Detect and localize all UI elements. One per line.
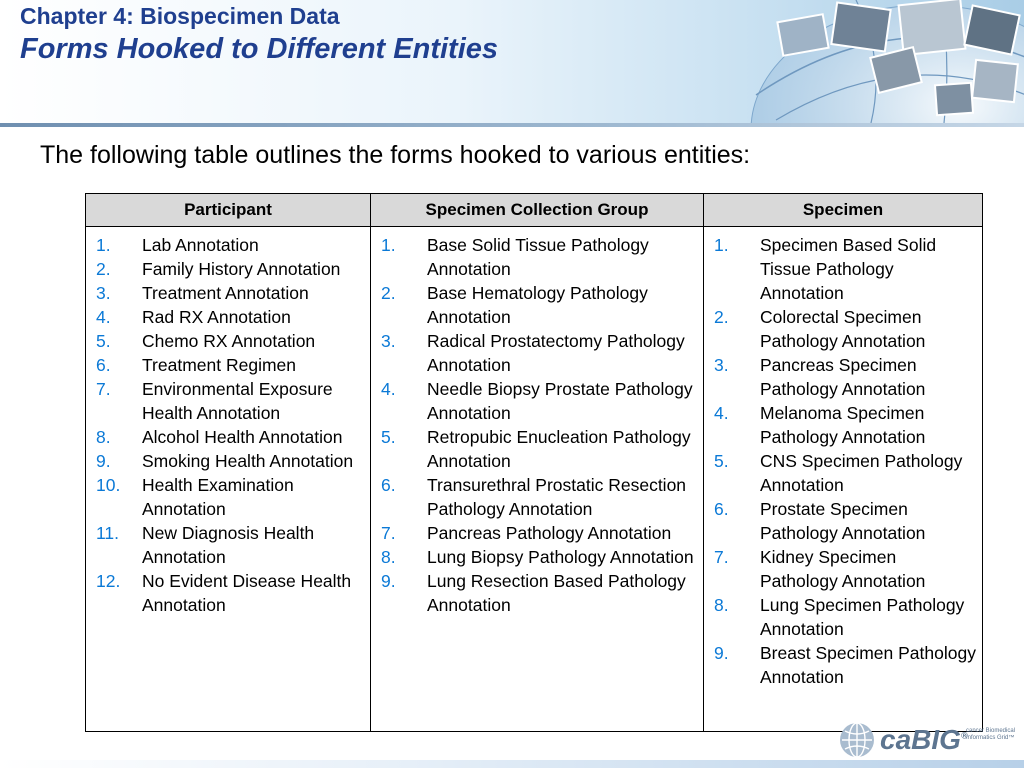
list-number: 11.: [96, 523, 120, 543]
cabig-logo: [838, 719, 1018, 761]
list-item: [96, 449, 364, 473]
participant-cell: [86, 227, 371, 732]
list-text: Pancreas Pathology Annotation: [427, 523, 672, 543]
column-header-specimen-collection-group: Specimen Collection Group: [371, 194, 704, 227]
list-text: Lung Biopsy Pathology Annotation: [427, 547, 694, 567]
table-body-row: [86, 227, 983, 732]
list-number: 9.: [96, 451, 111, 471]
specimen-forms-list: [704, 227, 982, 689]
list-item: [381, 329, 697, 377]
list-text: Smoking Health Annotation: [142, 451, 354, 471]
intro-text: The following table outlines the forms hooked to various entities:: [40, 141, 751, 169]
header-divider: [0, 123, 1024, 127]
list-number: 7.: [96, 379, 111, 399]
participant-forms-list: [86, 227, 370, 617]
list-item: [381, 473, 697, 521]
list-text: Specimen Based Solid Tissue Pathology Annotation: [760, 235, 937, 303]
list-number: 7.: [381, 523, 396, 543]
globe-icon: [838, 721, 876, 759]
list-text: Rad RX Annotation: [142, 307, 291, 327]
scg-forms-list: [371, 227, 703, 617]
list-number: 7.: [714, 547, 729, 567]
chapter-label: Chapter 4: Biospecimen Data: [20, 3, 340, 29]
list-text: CNS Specimen Pathology Annotation: [760, 451, 963, 495]
list-item: [381, 545, 697, 569]
list-number: 5.: [96, 331, 111, 351]
list-text: Family History Annotation: [142, 259, 341, 279]
list-number: 2.: [96, 259, 111, 279]
list-number: 2.: [381, 283, 396, 303]
list-item: [714, 593, 976, 641]
list-number: 3.: [96, 283, 111, 303]
list-number: 1.: [96, 235, 111, 255]
list-text: Chemo RX Annotation: [142, 331, 316, 351]
list-item: [96, 281, 364, 305]
list-text: Transurethral Prostatic Resection Pathology Annotation: [427, 475, 687, 519]
list-text: Melanoma Specimen Pathology Annotation: [760, 403, 926, 447]
list-item: [714, 233, 976, 305]
list-text: Lung Resection Based Pathology Annotation: [427, 571, 686, 615]
list-text: Retropubic Enucleation Pathology Annotation: [427, 427, 691, 471]
column-header-participant: Participant: [86, 194, 371, 227]
list-text: Lung Specimen Pathology Annotation: [760, 595, 965, 639]
list-text: Base Hematology Pathology Annotation: [427, 283, 648, 327]
list-item: [96, 353, 364, 377]
list-item: [96, 377, 364, 425]
list-number: 5.: [714, 451, 729, 471]
logo-tagline: cancer Biomedical Informatics Grid™: [966, 728, 1016, 741]
table-header-row: [86, 194, 983, 227]
list-item: [714, 497, 976, 545]
list-text: Kidney Specimen Pathology Annotation: [760, 547, 926, 591]
list-text: Treatment Regimen: [142, 355, 296, 375]
slide-header: [0, 0, 1024, 125]
list-item: [714, 545, 976, 593]
list-item: [381, 569, 697, 617]
list-text: Base Solid Tissue Pathology Annotation: [427, 235, 649, 279]
list-item: [96, 233, 364, 257]
footer-bar: [0, 760, 1024, 768]
list-text: No Evident Disease Health Annotation: [142, 571, 352, 615]
list-number: 8.: [714, 595, 729, 615]
list-number: 8.: [381, 547, 396, 567]
list-text: Environmental Exposure Health Annotation: [142, 379, 333, 423]
slide-title: Forms Hooked to Different Entities: [20, 33, 499, 65]
list-item: [714, 641, 976, 689]
list-number: 12.: [96, 571, 121, 591]
list-item: [714, 401, 976, 449]
list-text: Radical Prostatectomy Pathology Annotation: [427, 331, 685, 375]
specimen-cell: [704, 227, 983, 732]
list-number: 8.: [96, 427, 111, 447]
list-item: [96, 425, 364, 449]
list-number: 6.: [714, 499, 729, 519]
list-item: [96, 305, 364, 329]
globe-graphic: [736, 0, 1024, 123]
list-item: [381, 281, 697, 329]
list-number: 6.: [381, 475, 396, 495]
list-item: [96, 521, 364, 569]
list-item: [714, 353, 976, 401]
list-number: 1.: [714, 235, 729, 255]
list-item: [714, 449, 976, 497]
list-text: Colorectal Specimen Pathology Annotation: [760, 307, 926, 351]
list-text: Treatment Annotation: [142, 283, 309, 303]
list-text: Breast Specimen Pathology Annotation: [760, 643, 976, 687]
list-number: 4.: [381, 379, 396, 399]
list-item: [381, 425, 697, 473]
list-text: Needle Biopsy Prostate Pathology Annotation: [427, 379, 693, 423]
list-item: [96, 569, 364, 617]
list-text: Prostate Specimen Pathology Annotation: [760, 499, 926, 543]
specimen-collection-group-cell: [371, 227, 704, 732]
list-number: 9.: [714, 643, 729, 663]
list-item: [96, 257, 364, 281]
list-item: [381, 377, 697, 425]
list-text: New Diagnosis Health Annotation: [142, 523, 315, 567]
list-number: 2.: [714, 307, 729, 327]
list-number: 6.: [96, 355, 111, 375]
list-number: 3.: [381, 331, 396, 351]
list-number: 3.: [714, 355, 729, 375]
list-text: Pancreas Specimen Pathology Annotation: [760, 355, 926, 399]
list-number: 5.: [381, 427, 396, 447]
list-number: 9.: [381, 571, 396, 591]
forms-table: [85, 193, 983, 732]
list-number: 4.: [714, 403, 729, 423]
list-item: [381, 233, 697, 281]
list-item: [96, 329, 364, 353]
list-item: [381, 521, 697, 545]
logo-wordmark: caBIG®: [880, 724, 968, 755]
list-number: 1.: [381, 235, 396, 255]
list-text: Health Examination Annotation: [142, 475, 294, 519]
list-item: [96, 473, 364, 521]
list-text: Lab Annotation: [142, 235, 259, 255]
list-number: 4.: [96, 307, 111, 327]
list-number: 10.: [96, 475, 121, 495]
list-item: [714, 305, 976, 353]
column-header-specimen: Specimen: [704, 194, 983, 227]
list-text: Alcohol Health Annotation: [142, 427, 343, 447]
